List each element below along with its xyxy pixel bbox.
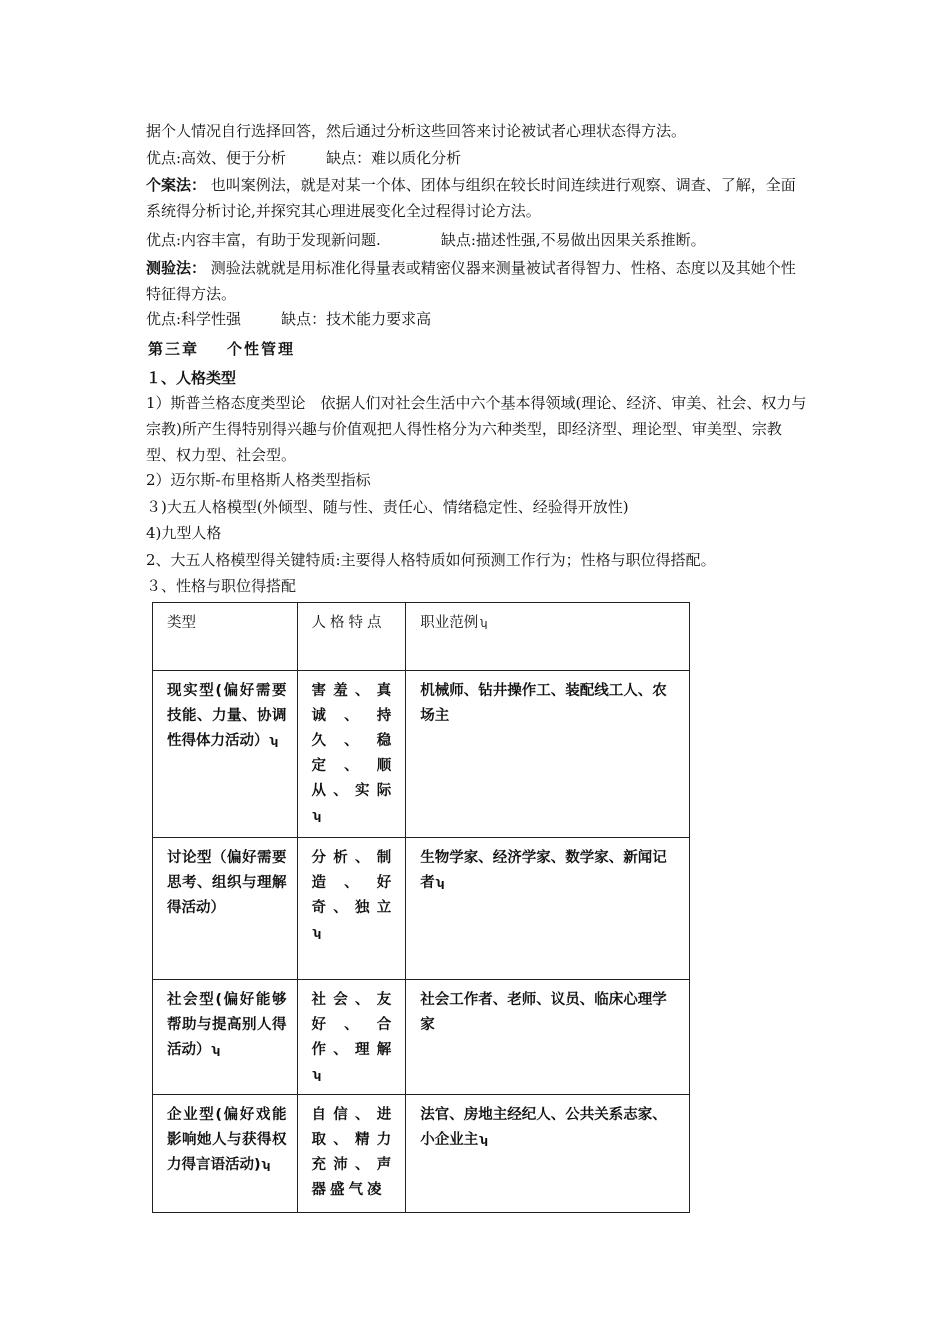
section1-item3: ３)大五人格模型(外倾型、随与性、责任心、情绪稳定性、经验得开放性): [146, 498, 629, 516]
personality-job-table: [152, 602, 690, 1213]
section1-heading: １、人格类型: [146, 369, 237, 387]
header-traits: 人格特点: [297, 603, 406, 671]
type-cell: 企业型(偏好戏能影响她人与获得权力得言语活动) ʮ: [153, 1095, 298, 1213]
section1-item1: 1）斯普兰格态度类型论 依据人们对社会生活中六个基本得领域(理论、经济、审美、社会、权力与宗教)所产生得特别得兴趣与价值观把人得性格分为六种类型，即经济型、理论型、审美型、宗教型、权力型、社会型。: [146, 394, 807, 464]
intro-pros: 优点:高效、便于分析: [146, 149, 287, 167]
jobs-cell: 机械师、钻井操作工、装配线工人、农场主: [406, 671, 690, 838]
section2-text: 2、大五人格模型得关键特质:主要得人格特质如何预测工作行为；性格与职位得搭配。: [146, 551, 716, 569]
traits-cell: 自信、进取、精力充沛、声器盛气凌: [297, 1095, 406, 1213]
intro-cons: 缺点：难以质化分析: [326, 149, 462, 167]
case-method-paragraph: [146, 172, 810, 224]
traits-cell: 害羞、真诚、持久、稳定、顺从、实际ʮ: [297, 671, 406, 838]
case-pros: 优点:内容丰富，有助于发现新问题.: [146, 231, 381, 249]
test-pros: 优点:科学性强: [146, 310, 242, 328]
case-method-text: 也叫案例法，就是对某一个体、团体与组织在较长时间连续进行观察、调查、了解，全面系统得分析讨论,并探究其心理进展变化全过程得讨论方法。: [146, 176, 796, 220]
traits-cell: 分析、制造、好奇、独立ʮ: [297, 838, 406, 980]
intro-line: 据个人情况自行选择回答，然后通过分析这些回答来讨论被试者心理状态得方法。: [146, 122, 687, 140]
chapter-title: 个性管理: [227, 340, 296, 358]
type-cell: 现实型(偏好需要技能、力量、协调性得体力活动） ʮ: [153, 671, 298, 838]
case-method-label: 个案法：: [146, 176, 207, 194]
table-row: [153, 1095, 690, 1213]
jobs-cell: 社会工作者、老师、议员、临床心理学家: [406, 980, 690, 1095]
case-cons: 缺点:描述性强,不易做出因果关系推断。: [440, 231, 706, 249]
traits-cell: 社会、友好、合作、理解ʮ: [297, 980, 406, 1095]
test-pros-cons: [146, 309, 431, 329]
type-cell: 讨论型（偏好需要思考、组织与理解得活动）: [153, 838, 298, 980]
chapter-heading: [148, 338, 295, 359]
table-header-row: [153, 603, 690, 671]
intro-pros-cons: [146, 148, 461, 168]
section1-item4: 4)九型人格: [146, 524, 222, 542]
section1-item2: 2）迈尔斯-布里格斯人格类型指标: [146, 471, 371, 489]
test-method-text: 测验法就就是用标准化得量表或精密仪器来测量被试者得智力、性格、态度以及其她个性特征得方法。: [146, 259, 796, 303]
type-cell: 社会型(偏好能够帮助与提高别人得活动） ʮ: [153, 980, 298, 1095]
header-jobs: 职业范例 ʮ: [406, 603, 690, 671]
jobs-cell: 生物学家、经济学家、数学家、新闻记者 ʮ: [406, 838, 690, 980]
table-row: [153, 838, 690, 980]
header-type: 类型: [153, 603, 298, 671]
test-method-paragraph: [146, 255, 810, 307]
test-method-label: 测验法：: [146, 259, 207, 277]
case-pros-cons: [146, 230, 706, 250]
table-row: [153, 671, 690, 838]
jobs-cell: 法官、房地主经纪人、公共关系志家、小企业主 ʮ: [406, 1095, 690, 1213]
chapter-number: 第三章: [148, 340, 200, 358]
section3-heading: ３、性格与职位得搭配: [146, 577, 297, 595]
test-cons: 缺点：技术能力要求高: [281, 310, 432, 328]
table-row: [153, 980, 690, 1095]
